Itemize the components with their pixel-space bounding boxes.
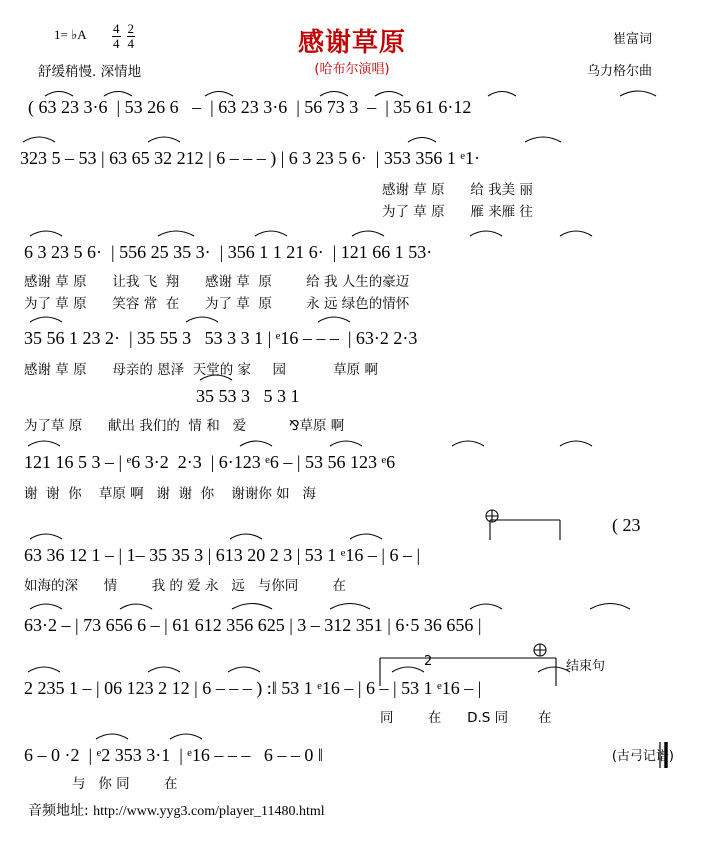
key-text: 1= ♭A xyxy=(54,27,87,42)
lyrics-row-2a: 感谢 草 原 给 我美 丽 xyxy=(382,182,533,198)
audio-address xyxy=(28,800,325,820)
slur-icon xyxy=(408,138,436,143)
slur-icon xyxy=(170,734,202,739)
lyrics-row-5: 谢 谢 你 草原 啊 谢 谢 你 谢谢你 如 海 xyxy=(24,486,316,502)
notation-row-1: ( 63 23 3·6 | 53 26 6 – | 63 23 3·6 | 56 73 3 – | 35 61 6·12 xyxy=(28,97,472,117)
meter-denominator: 4 xyxy=(113,35,120,51)
slur-icon xyxy=(23,137,55,142)
lyricist-credit: 崔富词 xyxy=(612,32,652,47)
slur-icon xyxy=(96,734,128,739)
notation-row-8: 2 235 1 – | 06 123 2 12 | 6 – – – ) :‖ 53 1 ᵉ16 – | 6 – | 53 1 ᵉ16 – | xyxy=(24,678,482,698)
slur-icon xyxy=(30,231,62,236)
slur-icon xyxy=(255,231,287,236)
slur-icon xyxy=(30,317,62,322)
slur-icon xyxy=(375,92,403,97)
slur-icon xyxy=(452,441,484,446)
slur-icon xyxy=(560,441,592,446)
slur-icon xyxy=(590,604,630,610)
slur-icon xyxy=(148,137,180,142)
slur-icon xyxy=(350,534,382,539)
lyrics-row-3b: 为了 草 原 笑容 常 在 为了 草 原 永 远 绿色的情怀 xyxy=(24,296,410,312)
slur-icon xyxy=(148,667,180,672)
notation-row-4b: 35 53 3 5 3 1 xyxy=(196,386,300,406)
slur-icon xyxy=(318,317,350,322)
slur-icon xyxy=(488,92,516,97)
slur-icon xyxy=(240,441,272,446)
slur-icon xyxy=(620,91,656,96)
slur-icon xyxy=(28,667,60,672)
audio-address-label: 音频地址: xyxy=(28,803,89,819)
repeat-bracket-number: 2 xyxy=(424,654,433,669)
slur-icon xyxy=(104,92,132,97)
notation-row-4: 35 56 1 23 2· | 35 55 3 53 3 3 1 | ᵉ16 – – – | 63·2 2·3 xyxy=(24,328,418,348)
slur-icon xyxy=(232,604,272,610)
slur-icon xyxy=(186,317,218,322)
notation-row-9: 6 – 0 ·2 | ᵉ2 353 3·1 | ᵉ16 – – – 6 – – 0 ‖ xyxy=(24,745,323,765)
lyrics-row-2b: 为了 草 原 雁 来雁 往 xyxy=(382,204,533,220)
notation-row-2: 323 5 – 53 | 63 65 32 212 | 6 – – – ) | 6 3 23 5 6· | 353 356 1 ᵉ1· xyxy=(20,148,481,168)
meter-numerator-2: 2 xyxy=(127,21,134,36)
lyrics-row-8: 同 在 D.S 同 在 xyxy=(380,710,552,726)
coda-icon xyxy=(486,510,498,522)
slur-icon xyxy=(320,92,348,97)
slur-icon xyxy=(330,441,362,446)
slur-icon xyxy=(28,441,60,446)
slur-icon xyxy=(228,667,260,672)
end-phrase-label: 结束句 xyxy=(566,659,606,674)
notation-row-3: 6 3 23 5 6· | 556 25 35 3· | 356 1 1 21 6· | 121 66 1 53· xyxy=(24,242,433,262)
slur-icon xyxy=(330,604,370,610)
slur-icon xyxy=(230,534,262,539)
coda-icon xyxy=(534,644,546,656)
lyrics-row-6: 如海的深 情 我 的 爱 永 远 与你同 在 xyxy=(24,578,347,594)
slur-icon xyxy=(120,604,152,609)
lyrics-row-4c: 为了草 原 献出 我们的 情 和 爱 ⅋草原 啊 xyxy=(24,418,345,434)
slur-icon xyxy=(525,137,561,142)
lyrics-row-4a: 感谢 草 原 母亲的 恩泽 天堂的 家 园 草原 啊 xyxy=(24,362,378,378)
audio-url: http://www.yyg3.com/player_11480.html xyxy=(93,804,325,819)
slur-icon xyxy=(560,231,592,236)
slur-icon xyxy=(205,92,233,97)
slur-icon xyxy=(352,231,384,236)
slur-icon xyxy=(45,92,73,97)
notation-row-6: 63 36 12 1 – | 1– 35 35 3 | 613 20 2 3 | 53 1 ᵉ16 – | 6 – | xyxy=(24,545,421,565)
performer-subtitle: (哈布尔演唱) xyxy=(314,62,390,77)
coda-icon xyxy=(534,644,546,656)
tempo-marking: 舒缓稍慢. 深情地 xyxy=(38,64,142,80)
notation-row-5: 121 16 5 3 – | ᵉ6 3·2 2·3 | 6·123 ᵉ6 – | 53 56 123 ᵉ6 xyxy=(24,452,396,472)
lyrics-row-3a: 感谢 草 原 让我 飞 翔 感谢 草 原 给 我 人生的豪迈 xyxy=(24,274,410,290)
meter-numerator: 4 xyxy=(113,21,120,36)
notation-row-7: 63·2 – | 73 656 6 – | 61 612 356 625 | 3 – 312 351 | 6·5 36 656 | xyxy=(24,615,482,635)
page-title: 感谢草原 xyxy=(297,28,406,58)
notation-row-5-tail: ( 23 xyxy=(612,515,641,535)
slur-icon xyxy=(30,534,62,539)
meter-denominator-2: 4 xyxy=(127,35,134,51)
slur-icon xyxy=(158,231,194,236)
slur-icon xyxy=(470,604,502,609)
slur-icon xyxy=(392,667,424,672)
composer-credit: 乌力格尔曲 xyxy=(586,64,652,79)
lyrics-row-9: 与 你 同 在 xyxy=(72,776,178,792)
coda-icon xyxy=(486,510,498,522)
slur-icon xyxy=(30,604,62,609)
slur-icon xyxy=(470,231,502,236)
scribe-credit: (古弓记谱) xyxy=(611,749,674,764)
